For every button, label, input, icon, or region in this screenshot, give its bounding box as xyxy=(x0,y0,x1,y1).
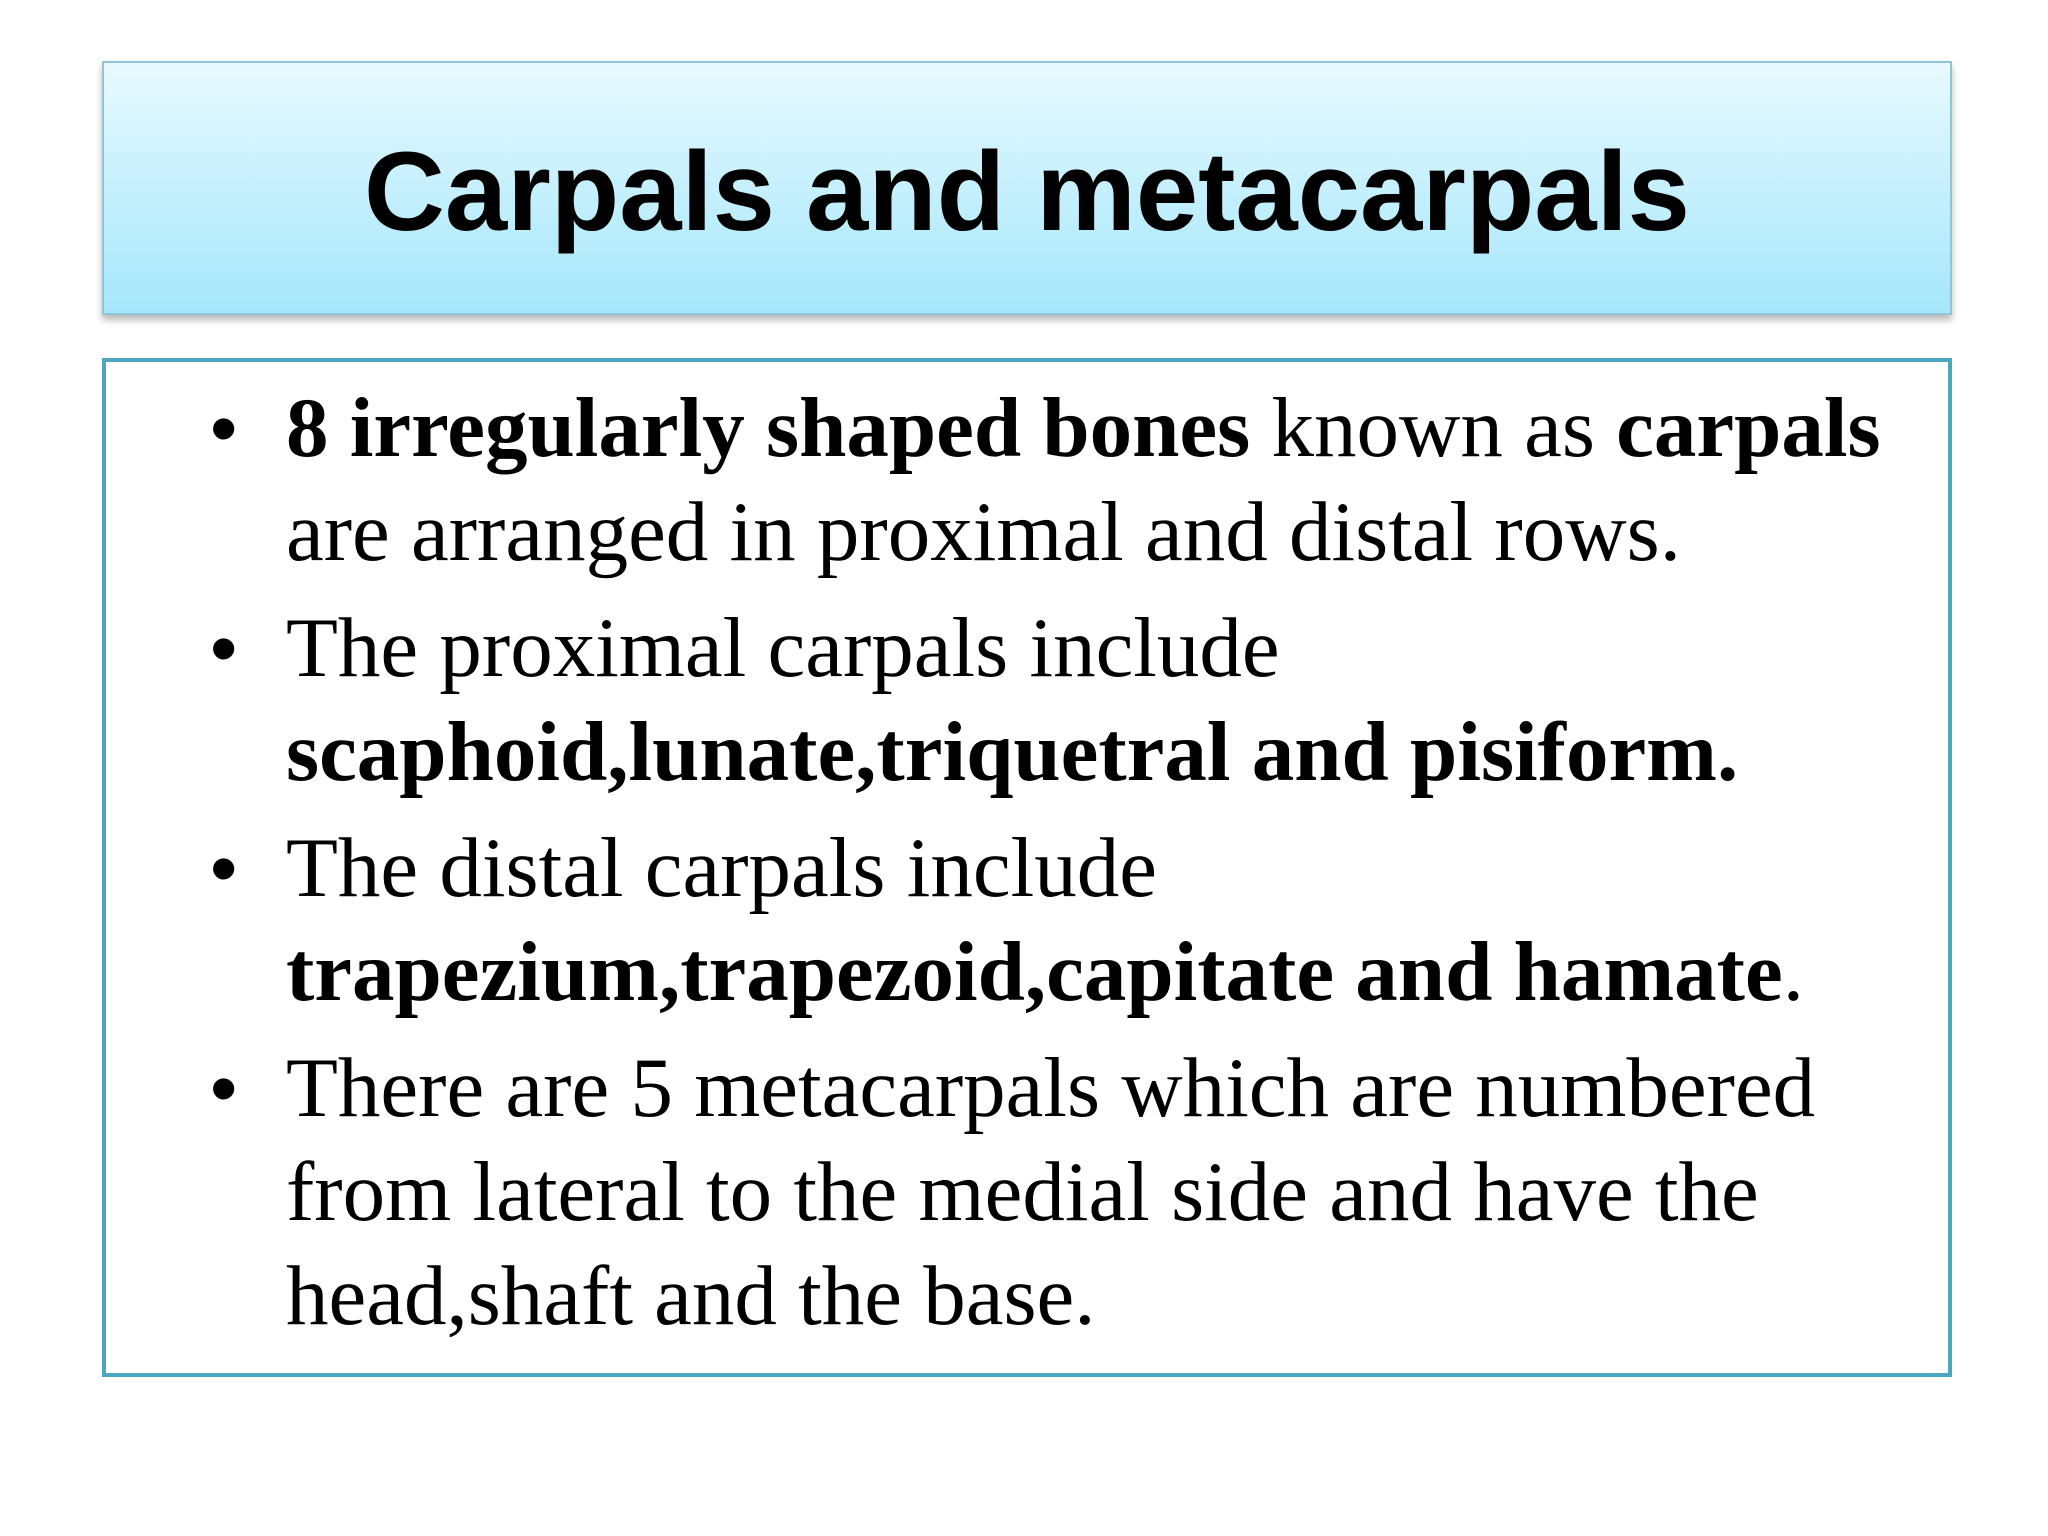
title-banner xyxy=(102,61,1952,315)
bold-text: trapezium,trapezoid,capitate and hamate xyxy=(286,925,1783,1019)
bullet-dot-icon: • xyxy=(210,824,238,912)
body-text: . xyxy=(1782,925,1804,1019)
bullet-dot-icon: • xyxy=(210,384,238,472)
bullet-item-metacarpals xyxy=(106,1036,1946,1348)
bold-text: 8 irregularly shaped bones xyxy=(286,381,1251,475)
bold-text: carpals xyxy=(1616,381,1881,475)
bullet-dot-icon: • xyxy=(210,604,238,692)
body-text: known as xyxy=(1250,381,1617,475)
bullet-dot-icon: • xyxy=(210,1044,238,1132)
body-text: There are 5 metacarpals which are numbered from lateral to the medial side and have the head,shaft and the base. xyxy=(286,1041,1816,1343)
body-text: The proximal carpals include xyxy=(286,601,1280,695)
bullet-item-distal xyxy=(106,816,1946,1024)
bullet-list xyxy=(126,376,1946,1360)
bold-text: scaphoid,lunate,triquetral and pisiform. xyxy=(286,705,1739,799)
bullet-item-proximal xyxy=(106,596,1946,804)
content-box xyxy=(102,358,1952,1377)
bullet-item-carpals xyxy=(106,376,1946,584)
body-text: are arranged in proximal and distal rows. xyxy=(286,485,1681,579)
body-text: The distal carpals include xyxy=(286,821,1157,915)
slide-title: Carpals and metacarpals xyxy=(364,128,1690,254)
